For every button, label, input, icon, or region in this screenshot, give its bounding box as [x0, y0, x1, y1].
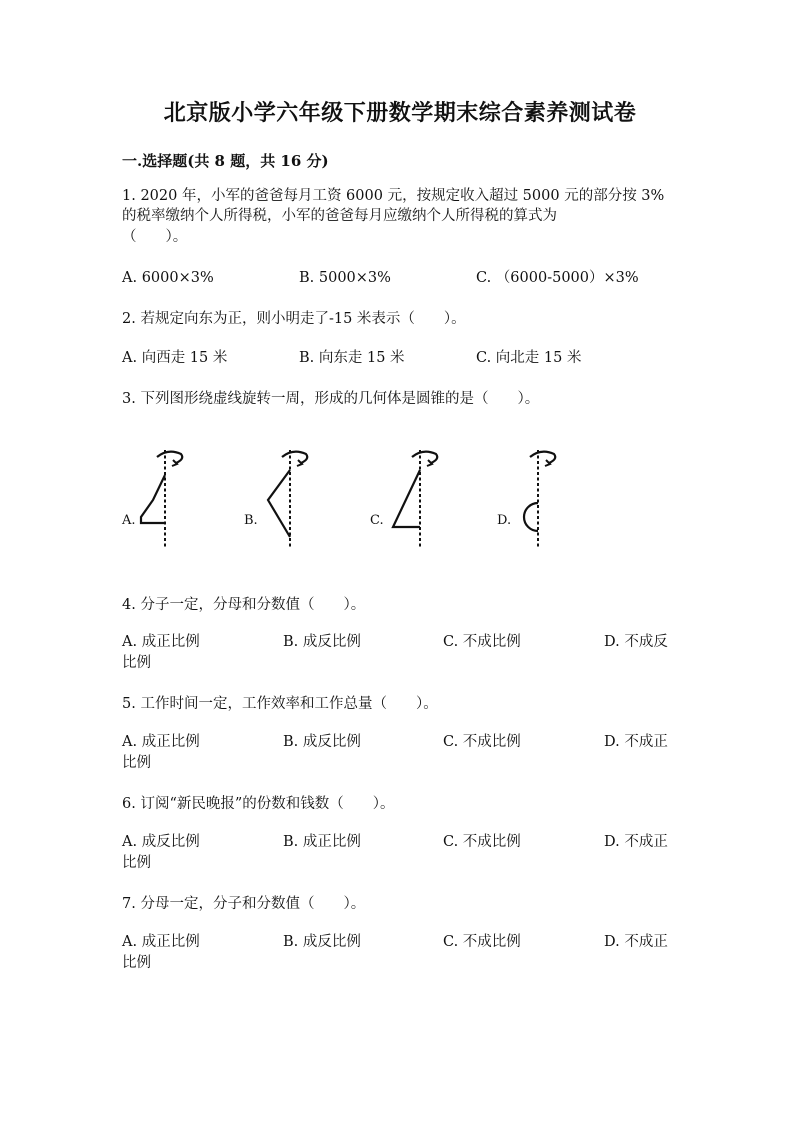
question-6-option-b: B. 成正比例	[283, 834, 361, 850]
question-1-option-a: A. 6000×3%	[122, 270, 214, 286]
question-3-label-c: C.	[370, 513, 384, 528]
question-7-option-b: B. 成反比例	[283, 934, 361, 950]
question-5-option-c: C. 不成比例	[443, 734, 521, 750]
question-4-option-c: C. 不成比例	[443, 634, 521, 650]
question-1-line-1: 1. 2020 年，小军的爸爸每月工资 6000 元，按规定收入超过 5000 元的部分按 3%	[122, 188, 665, 204]
question-7-option-d: D. 不成正	[604, 934, 668, 950]
question-2-option-c: C. 向北走 15 米	[476, 350, 582, 366]
question-4-option-b: B. 成反比例	[283, 634, 361, 650]
question-3-label-a: A.	[122, 513, 136, 528]
question-5-option-b: B. 成反比例	[283, 734, 361, 750]
question-1-line-2: 的税率缴纳个人所得税，小军的爸爸每月应缴纳个人所得税的算式为	[122, 208, 557, 224]
question-3-text: 3. 下列图形绕虚线旋转一周，形成的几何体是圆锥的是（ ）。	[122, 391, 540, 407]
question-2-option-b: B. 向东走 15 米	[299, 350, 405, 366]
question-4-option-d: D. 不成反	[604, 634, 668, 650]
question-3-label-b: B.	[244, 513, 258, 528]
figure-d-rotation-diagram	[505, 445, 575, 550]
question-2-text: 2. 若规定向东为正，则小明走了-15 米表示（ ）。	[122, 311, 466, 327]
page-title: 北京版小学六年级下册数学期末综合素养测试卷	[163, 100, 637, 126]
question-6-option-a: A. 成反比例	[122, 834, 200, 850]
figure-c-rotation-diagram	[385, 445, 455, 550]
question-1-option-c: C. （6000-5000）×3%	[476, 270, 639, 286]
question-4-option-a: A. 成正比例	[122, 634, 200, 650]
section-heading: 一.选择题(共 8 题，共 16 分)	[122, 152, 329, 170]
question-1-option-b: B. 5000×3%	[299, 270, 391, 286]
question-6-text: 6. 订阅“新民晚报”的份数和钱数（ ）。	[122, 796, 395, 812]
question-5-text: 5. 工作时间一定，工作效率和工作总量（ ）。	[122, 696, 438, 712]
question-7-option-c: C. 不成比例	[443, 934, 521, 950]
question-6-option-d: D. 不成正	[604, 834, 668, 850]
question-5-option-d-wrap: 比例	[122, 755, 151, 771]
question-7-option-d-wrap: 比例	[122, 955, 151, 971]
question-1-line-3: （ ）。	[122, 229, 188, 245]
question-3-label-d: D.	[497, 513, 512, 528]
question-7-option-a: A. 成正比例	[122, 934, 200, 950]
figure-a-rotation-diagram	[130, 445, 200, 550]
question-6-option-d-wrap: 比例	[122, 855, 151, 871]
figure-b-rotation-diagram	[257, 445, 327, 550]
question-5-option-d: D. 不成正	[604, 734, 668, 750]
question-4-option-d-wrap: 比例	[122, 655, 151, 671]
question-2-option-a: A. 向西走 15 米	[122, 350, 228, 366]
question-4-text: 4. 分子一定，分母和分数值（ ）。	[122, 597, 366, 613]
question-5-option-a: A. 成正比例	[122, 734, 200, 750]
question-7-text: 7. 分母一定，分子和分数值（ ）。	[122, 896, 366, 912]
question-6-option-c: C. 不成比例	[443, 834, 521, 850]
